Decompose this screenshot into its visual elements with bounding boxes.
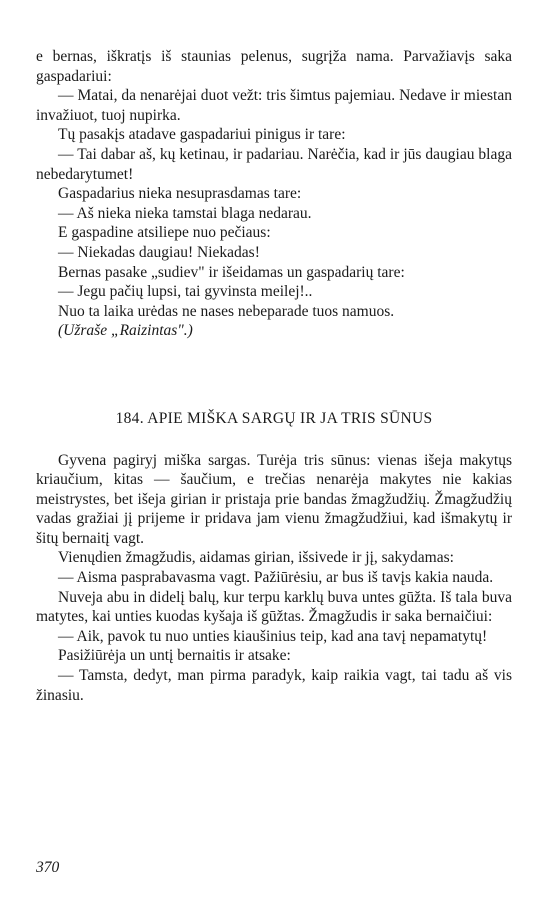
- story-184-text: [36, 451, 512, 706]
- source-note: (Užraše „Raizintas".): [58, 322, 193, 340]
- paragraph: Pasižiūrėja un untį bernaitis ir atsake:: [58, 647, 291, 665]
- paragraph: Vienųdien žmagžudis, aidamas girian, išsivede ir jį, sakydamas:: [58, 549, 454, 567]
- paragraph: e bernas, iškratįs iš staunias pelenus, sugrįža nama. Parvažiavįs saka gaspadariui:: [36, 48, 512, 85]
- page-body: [36, 47, 512, 705]
- paragraph: — Aš nieka nieka tamstai blaga nedarau.: [58, 204, 312, 222]
- paragraph: Nuveja abu in didelį balų, kur terpu karklų buva untes gūžta. Iš tala buva matytes, kai unties kuodas kyšaja iš gūžtas. Žmagžudis ir saka bernaičiui:: [36, 588, 512, 626]
- paragraph: Gaspadarius nieka nesuprasdamas tare:: [58, 185, 302, 203]
- paragraph: — Jegu pačių lupsi, tai gyvinsta meilej!..: [58, 283, 313, 301]
- paragraph: Gyvena pagiryj miška sargas. Turėja tris sūnus: vienas išeja makytųs kriaučium, kitas — šaučium, e trečias nenarėja makytes nie kakias meistrystes, bet išeja girian ir pristaja prie bandas žmagžudžių. Žmagžudžių vadas gražiai jį prijeme ir pridava jam vienu žmagžudžiui, kad išmakytų ir šitų bernaitį vagt.: [36, 451, 512, 547]
- paragraph: E gaspadine atsiliepe nuo pečiaus:: [58, 224, 271, 242]
- paragraph: Tų pasakįs atadave gaspadariui pinigus ir tare:: [58, 126, 346, 144]
- paragraph: — Aisma pasprabavasma vagt. Pažiūrėsiu, ar bus iš tavįs kakia nauda.: [58, 569, 494, 587]
- paragraph: — Niekadas daugiau! Niekadas!: [58, 243, 260, 261]
- story-183-ending: [36, 47, 512, 341]
- page-number: 370: [36, 859, 60, 876]
- paragraph: Bernas pasake „sudiev" ir išeidamas un gaspadarių tare:: [58, 263, 405, 281]
- paragraph: — Tamsta, dedyt, man pirma paradyk, kaip raikia vagt, tai tadu aš vis žinasiu.: [36, 667, 512, 704]
- paragraph: — Matai, da nenarėjai duot vežt: tris šimtus pajemiau. Nedave ir miestan invažiuot, tuoj nupirka.: [36, 87, 512, 124]
- paragraph: — Tai dabar aš, kų ketinau, ir padariau. Narėčia, kad ir jūs daugiau blaga nebedarytumet!: [36, 145, 512, 183]
- story-heading: 184. APIE MIŠKA SARGŲ IR JA TRIS SŪNUS: [115, 409, 433, 427]
- paragraph: — Aik, pavok tu nuo unties kiaušinius teip, kad ana tavį nepamatytų!: [58, 627, 488, 645]
- paragraph: Nuo ta laika urėdas ne nases nebeparade tuos namuos.: [58, 302, 395, 320]
